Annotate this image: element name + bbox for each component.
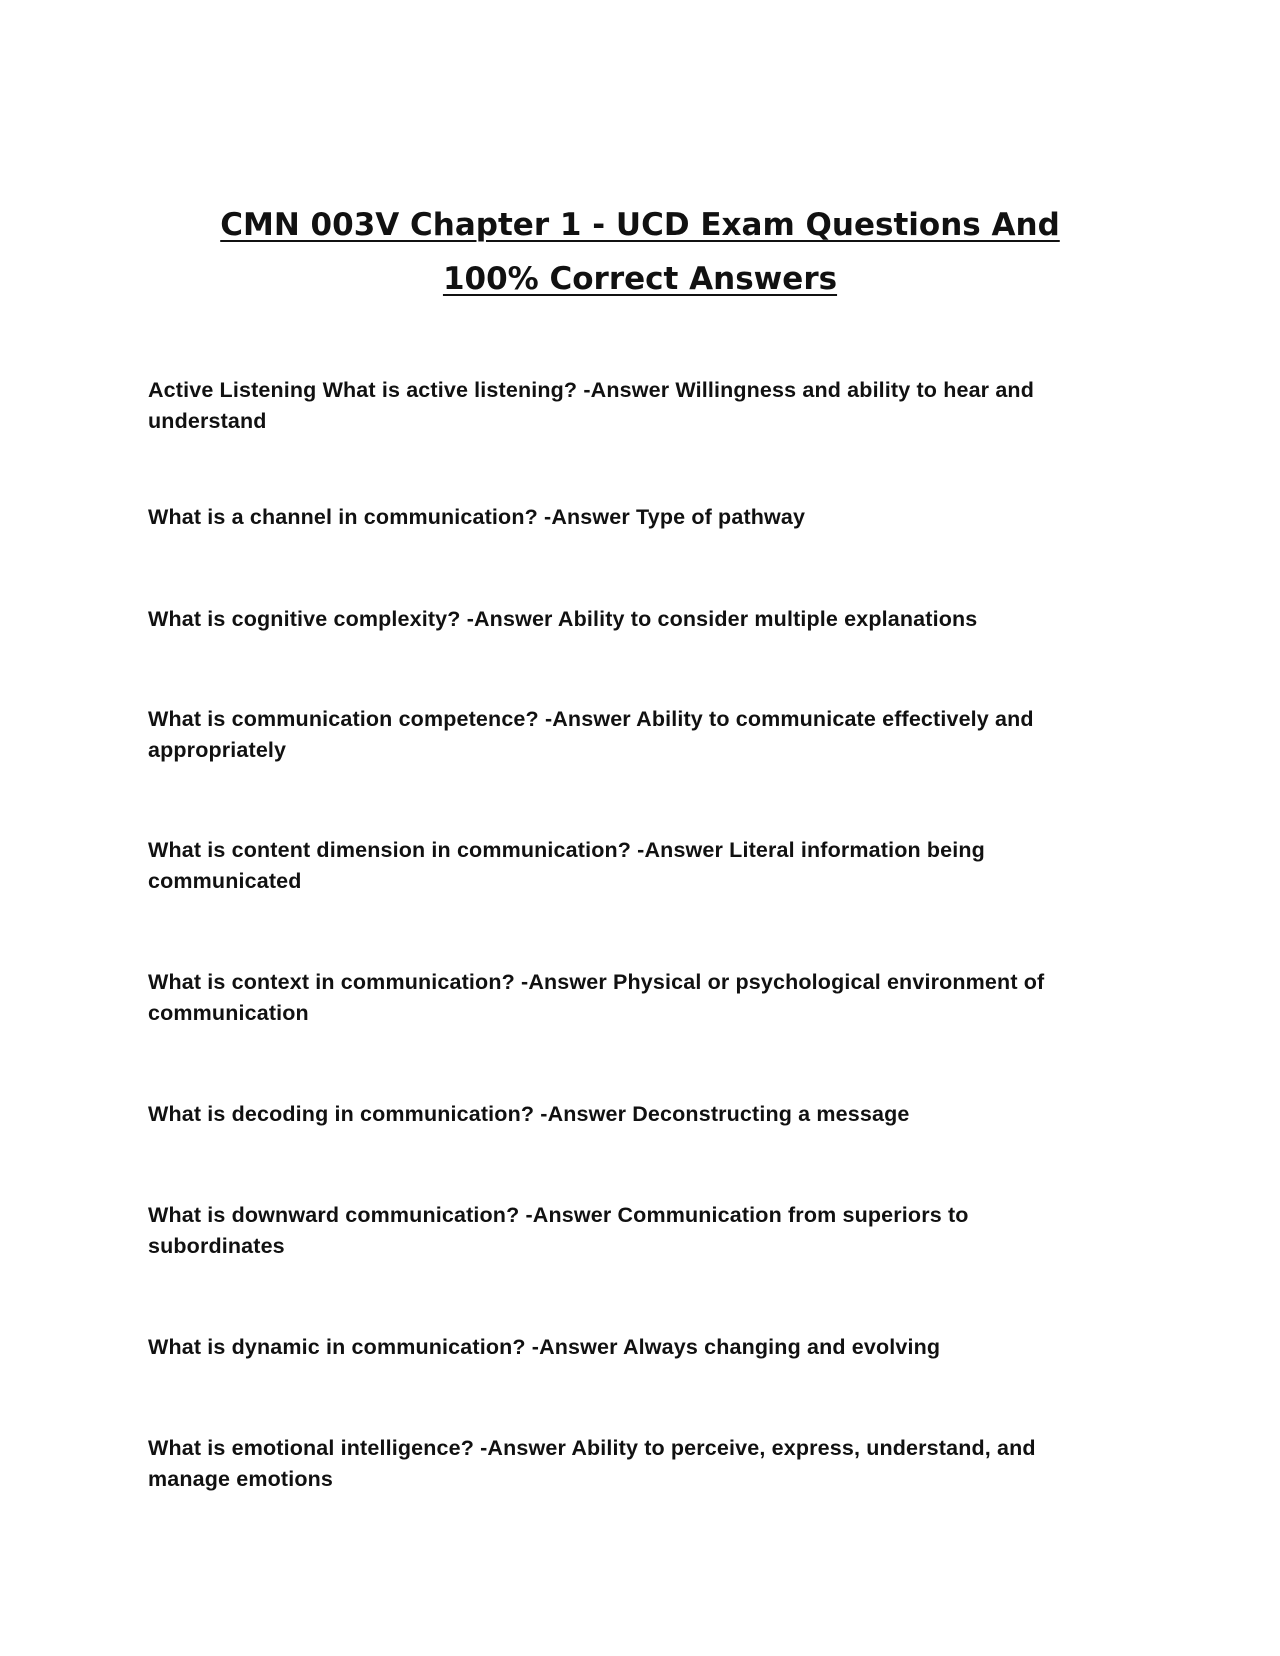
qa-item-active-listening: Active Listening What is active listening? -Answer Willingness and ability to hear and understand: [148, 378, 1035, 433]
title-line-1: CMN 003V Chapter 1 - UCD Exam Questions And: [220, 207, 1060, 243]
qa-item-decoding: What is decoding in communication? -Answer Deconstructing a message: [148, 1102, 910, 1126]
qa-item-content-dimension: What is content dimension in communication? -Answer Literal information being communicated: [148, 838, 985, 893]
title-line-2: 100% Correct Answers: [442, 261, 838, 297]
qa-item-cognitive-complexity: What is cognitive complexity? -Answer Ability to consider multiple explanations: [148, 607, 978, 631]
qa-item-downward-communication: What is downward communication? -Answer Communication from superiors to subordinates: [148, 1203, 969, 1258]
qa-item-emotional-intelligence: What is emotional intelligence? -Answer Ability to perceive, express, understand, and manage emotions: [148, 1436, 1036, 1491]
qa-item-channel: What is a channel in communication? -Answer Type of pathway: [148, 505, 806, 529]
document-title: [148, 198, 1132, 306]
qa-item-dynamic: What is dynamic in communication? -Answer Always changing and evolving: [148, 1335, 941, 1359]
qa-item-context: What is context in communication? -Answer Physical or psychological environment of communication: [148, 970, 1045, 1025]
qa-item-communication-competence: What is communication competence? -Answer Ability to communicate effectively and appropriately: [148, 707, 1034, 762]
